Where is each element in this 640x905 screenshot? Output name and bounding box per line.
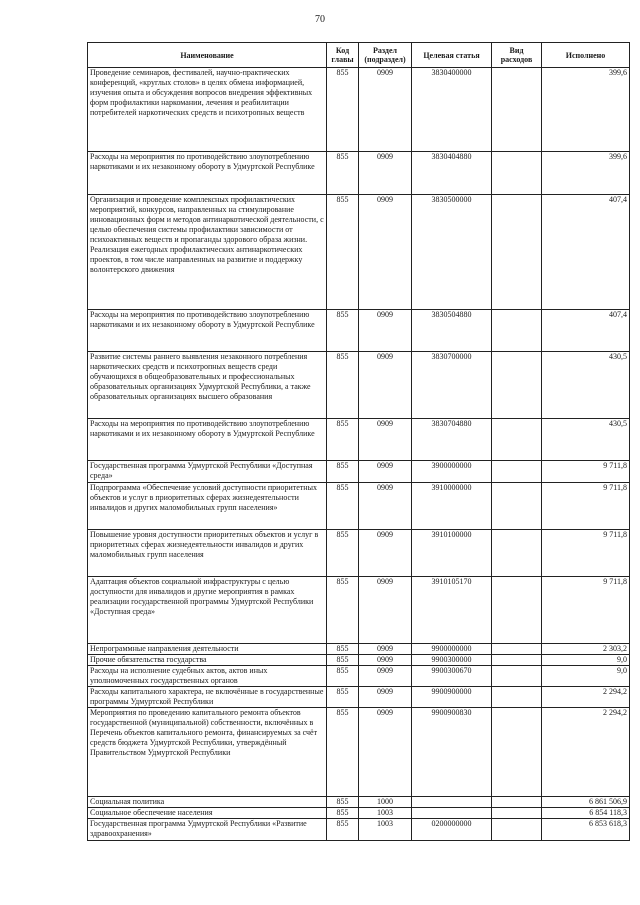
cell-target: 3830704880	[412, 419, 492, 461]
cell-section: 0909	[359, 666, 412, 687]
cell-name: Прочие обязательства государства	[88, 655, 327, 666]
cell-amount: 9 711,8	[542, 461, 630, 483]
cell-amount: 399,6	[542, 68, 630, 152]
cell-section: 0909	[359, 152, 412, 195]
cell-code: 855	[327, 819, 359, 841]
cell-name: Социальная политика	[88, 797, 327, 808]
table-row	[88, 310, 630, 352]
table-row	[88, 808, 630, 819]
header-amount: Исполнено	[542, 43, 630, 68]
cell-name: Адаптация объектов социальной инфраструктуры с целью доступности для инвалидов и другие мероприятия в рамках реализации государственной программы Удмуртской Республики «Доступная среда»	[88, 577, 327, 644]
cell-type	[492, 819, 542, 841]
cell-type	[492, 352, 542, 419]
cell-section: 0909	[359, 483, 412, 530]
cell-type	[492, 687, 542, 708]
cell-type	[492, 577, 542, 644]
cell-amount: 407,4	[542, 310, 630, 352]
cell-target: 3830504880	[412, 310, 492, 352]
cell-name: Организация и проведение комплексных профилактических мероприятий, конкурсов, направленных на стимулирование инновационных форм и методов антинаркотической деятельности, с целью обеспечения системы профилактики зависимости от психоактивных веществ и пропаганды здорового образа жизни. Реализация ежегодных профилактических антинаркотических проектов, в том числе направленных на развитие и поддержку волонтерского движения	[88, 195, 327, 310]
cell-type	[492, 419, 542, 461]
cell-name: Государственная программа Удмуртской Республики «Доступная среда»	[88, 461, 327, 483]
cell-type	[492, 797, 542, 808]
cell-type	[492, 808, 542, 819]
cell-amount: 6 861 506,9	[542, 797, 630, 808]
table-row	[88, 483, 630, 530]
cell-name: Непрограммные направления деятельности	[88, 644, 327, 655]
cell-name: Социальное обеспечение населения	[88, 808, 327, 819]
cell-type	[492, 310, 542, 352]
cell-code: 855	[327, 152, 359, 195]
header-type: Вид расходов	[492, 43, 542, 68]
cell-section: 0909	[359, 655, 412, 666]
cell-name: Проведение семинаров, фестивалей, научно-практических конференций, «круглых столов» в целях обмена информацией, изучения опыта и обсуждения вопросов внедрения эффективных форм профилактики наркомании, лечения и реабилитации потребителей наркотических средств и психотропных веществ	[88, 68, 327, 152]
cell-target: 3830404880	[412, 152, 492, 195]
cell-type	[492, 195, 542, 310]
table-row	[88, 687, 630, 708]
cell-name: Расходы на исполнение судебных актов, актов иных уполномоченных государственных органов	[88, 666, 327, 687]
header-code: Код главы	[327, 43, 359, 68]
cell-section: 0909	[359, 68, 412, 152]
page-number: 70	[315, 14, 325, 25]
cell-code: 855	[327, 310, 359, 352]
cell-section: 0909	[359, 352, 412, 419]
cell-amount: 430,5	[542, 419, 630, 461]
cell-name: Государственная программа Удмуртской Республики «Развитие здравоохранения»	[88, 819, 327, 841]
table-row	[88, 644, 630, 655]
table-row	[88, 419, 630, 461]
cell-type	[492, 152, 542, 195]
cell-amount: 6 854 118,3	[542, 808, 630, 819]
cell-code: 855	[327, 687, 359, 708]
table-row	[88, 461, 630, 483]
cell-target	[412, 797, 492, 808]
cell-section: 0909	[359, 195, 412, 310]
cell-section: 0909	[359, 644, 412, 655]
cell-code: 855	[327, 68, 359, 152]
cell-amount: 2 294,2	[542, 687, 630, 708]
cell-type	[492, 461, 542, 483]
cell-target: 3830700000	[412, 352, 492, 419]
budget-table	[87, 42, 630, 841]
cell-section: 0909	[359, 687, 412, 708]
table-row	[88, 655, 630, 666]
cell-amount: 2 294,2	[542, 708, 630, 797]
cell-target: 0200000000	[412, 819, 492, 841]
table-row	[88, 797, 630, 808]
table-row	[88, 666, 630, 687]
cell-amount: 9,0	[542, 666, 630, 687]
table-row	[88, 819, 630, 841]
cell-target: 3900000000	[412, 461, 492, 483]
cell-target: 9900900000	[412, 687, 492, 708]
table-row	[88, 352, 630, 419]
cell-name: Мероприятия по проведению капитального ремонта объектов государственной (муниципальной) собственности, включённых в Перечень объектов капитального ремонта, финансируемых за счёт средств бюджета Удмуртской Республики, утверждённый Правительством Удмуртской Республики	[88, 708, 327, 797]
cell-amount: 9 711,8	[542, 577, 630, 644]
cell-target: 9900000000	[412, 644, 492, 655]
cell-type	[492, 655, 542, 666]
cell-amount: 407,4	[542, 195, 630, 310]
cell-type	[492, 708, 542, 797]
cell-code: 855	[327, 797, 359, 808]
cell-amount: 9,0	[542, 655, 630, 666]
table-header-row	[88, 43, 630, 68]
table-row	[88, 530, 630, 577]
cell-type	[492, 68, 542, 152]
cell-name: Расходы капитального характера, не включённые в государственные программы Удмуртской Республики	[88, 687, 327, 708]
header-target: Целевая статья	[412, 43, 492, 68]
cell-target	[412, 808, 492, 819]
cell-name: Расходы на мероприятия по противодействию злоупотреблению наркотиками и их незаконному обороту в Удмуртской Республике	[88, 419, 327, 461]
cell-target: 9900900830	[412, 708, 492, 797]
cell-amount: 9 711,8	[542, 530, 630, 577]
cell-section: 1003	[359, 808, 412, 819]
cell-code: 855	[327, 352, 359, 419]
cell-amount: 2 303,2	[542, 644, 630, 655]
cell-type	[492, 483, 542, 530]
cell-type	[492, 644, 542, 655]
cell-target: 3830500000	[412, 195, 492, 310]
cell-name: Расходы на мероприятия по противодействию злоупотреблению наркотиками и их незаконному обороту в Удмуртской Республике	[88, 152, 327, 195]
cell-code: 855	[327, 808, 359, 819]
cell-section: 0909	[359, 461, 412, 483]
cell-type	[492, 530, 542, 577]
cell-name: Развитие системы раннего выявления незаконного потребления наркотических средств и психотропных веществ среди обучающихся в общеобразовательных и профессиональных образовательных организациях Удмуртской Республики, а также образовательных организациях высшего образования	[88, 352, 327, 419]
cell-code: 855	[327, 419, 359, 461]
header-name: Наименование	[88, 43, 327, 68]
cell-amount: 9 711,8	[542, 483, 630, 530]
cell-code: 855	[327, 666, 359, 687]
cell-amount: 399,6	[542, 152, 630, 195]
cell-target: 3910100000	[412, 530, 492, 577]
header-section: Раздел (подраздел)	[359, 43, 412, 68]
cell-section: 1003	[359, 819, 412, 841]
cell-name: Подпрограмма «Обеспечение условий доступности приоритетных объектов и услуг в приоритетных сферах жизнедеятельности инвалидов и других маломобильных групп населения»	[88, 483, 327, 530]
table-row	[88, 68, 630, 152]
table-row	[88, 708, 630, 797]
cell-amount: 6 853 618,3	[542, 819, 630, 841]
cell-section: 0909	[359, 708, 412, 797]
cell-code: 855	[327, 644, 359, 655]
cell-name: Повышение уровня доступности приоритетных объектов и услуг в приоритетных сферах жизнедеятельности инвалидов и других маломобильных групп населения	[88, 530, 327, 577]
cell-code: 855	[327, 708, 359, 797]
table-row	[88, 195, 630, 310]
cell-target: 3830400000	[412, 68, 492, 152]
cell-target: 9900300670	[412, 666, 492, 687]
cell-section: 0909	[359, 310, 412, 352]
cell-target: 3910105170	[412, 577, 492, 644]
cell-section: 0909	[359, 530, 412, 577]
cell-section: 0909	[359, 419, 412, 461]
cell-code: 855	[327, 655, 359, 666]
table-row	[88, 152, 630, 195]
cell-target: 9900300000	[412, 655, 492, 666]
cell-name: Расходы на мероприятия по противодействию злоупотреблению наркотиками и их незаконному обороту в Удмуртской Республике	[88, 310, 327, 352]
cell-code: 855	[327, 577, 359, 644]
cell-code: 855	[327, 195, 359, 310]
cell-code: 855	[327, 461, 359, 483]
cell-target: 3910000000	[412, 483, 492, 530]
cell-section: 1000	[359, 797, 412, 808]
cell-type	[492, 666, 542, 687]
cell-section: 0909	[359, 577, 412, 644]
cell-code: 855	[327, 483, 359, 530]
table-row	[88, 577, 630, 644]
cell-code: 855	[327, 530, 359, 577]
cell-amount: 430,5	[542, 352, 630, 419]
